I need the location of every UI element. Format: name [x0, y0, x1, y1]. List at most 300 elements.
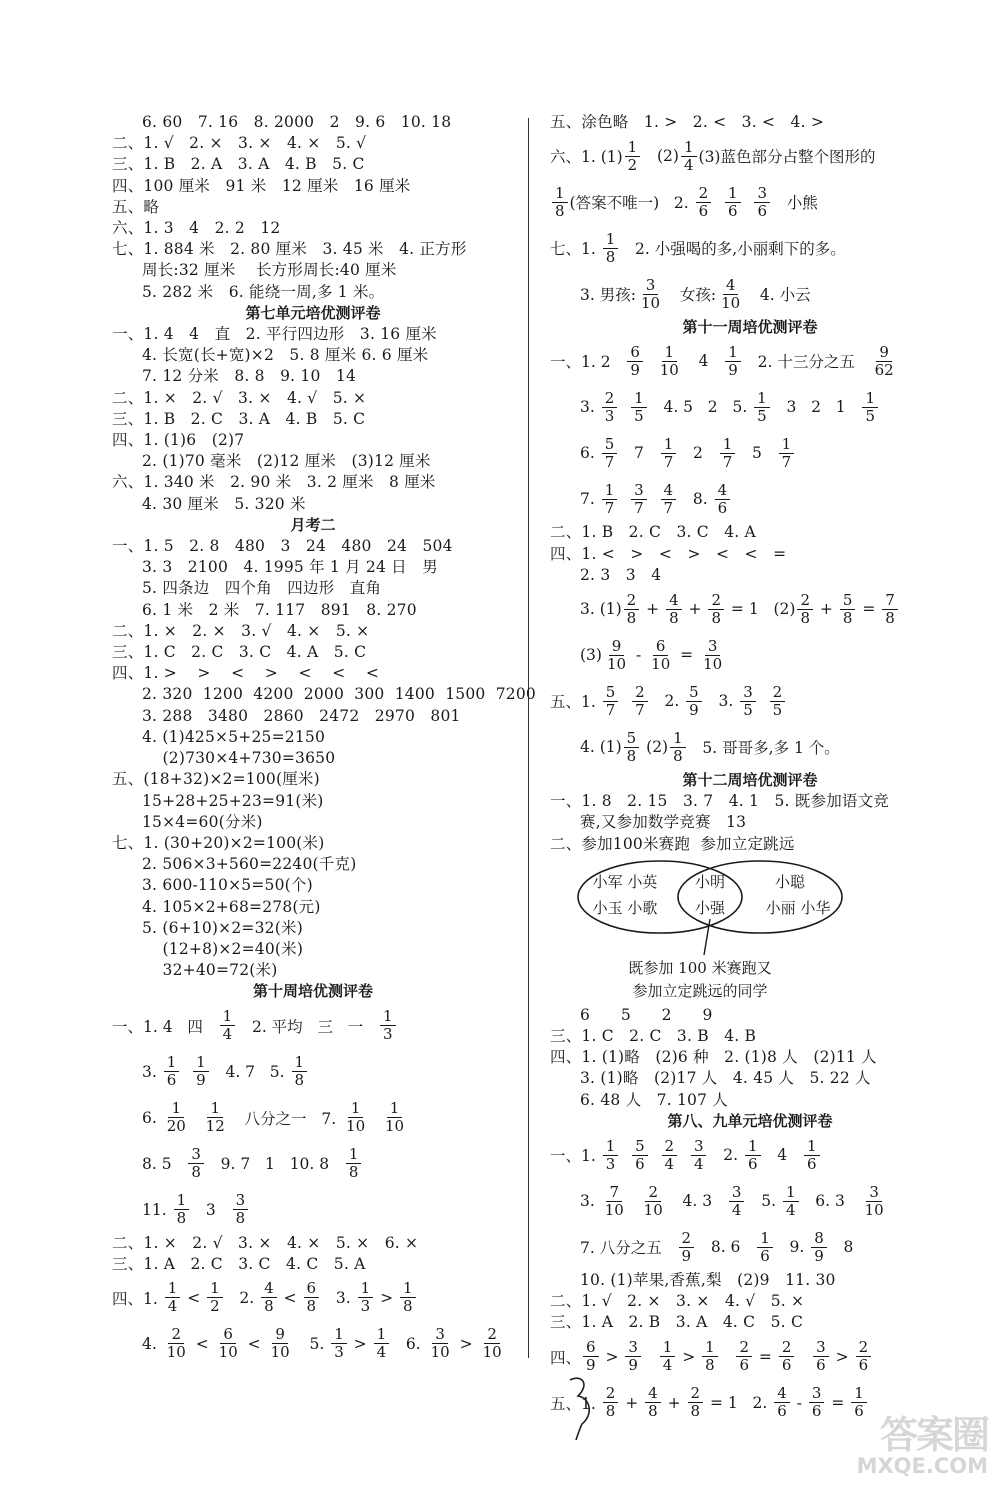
- fraction: [188, 1146, 204, 1181]
- fraction-denominator: 5: [757, 406, 767, 425]
- answer-line-fractions: [550, 586, 950, 632]
- answer-line: 四、1. (1)6 (2)7: [112, 431, 245, 450]
- answer-line: 4. 30 厘米 5. 320 米: [142, 494, 306, 513]
- watermark-url: MXQE.COM: [856, 1454, 988, 1478]
- fraction-denominator: 7: [604, 498, 615, 517]
- fraction: [304, 1280, 320, 1315]
- fraction-denominator: 6: [806, 1154, 817, 1173]
- answer-text: 3.: [321, 1288, 356, 1307]
- answer-text: 8.: [678, 490, 713, 509]
- fraction-denominator: 6: [717, 498, 728, 517]
- fraction: [374, 1326, 390, 1361]
- fraction-numerator: 1: [603, 1138, 619, 1156]
- fraction-numerator: 3: [729, 1184, 745, 1202]
- answer-line: 三、1. C 2. C 3. C 4. A 5. C: [112, 643, 367, 662]
- fraction: [720, 436, 736, 471]
- answer-text: [191, 1109, 201, 1127]
- fraction-numerator: 4: [723, 277, 739, 295]
- fraction-numerator: 1: [374, 1326, 390, 1344]
- fraction: [686, 684, 702, 719]
- answer-line: 三、1. B 2. C 3. A 4. B 5. C: [112, 409, 366, 428]
- answer-line: 2. 320 1200 4200 2000 300 1400 1500 7200: [142, 685, 536, 704]
- fraction: [603, 684, 619, 719]
- fraction-numerator: 1: [625, 139, 641, 157]
- answer-text: 2. 平均 三 一: [237, 1017, 379, 1036]
- fraction: [718, 277, 743, 312]
- fraction: [804, 1138, 820, 1173]
- answer-text: 8. 5: [142, 1154, 187, 1173]
- answer-text: 4. (1): [580, 738, 622, 757]
- fraction: [261, 1280, 277, 1315]
- fraction-denominator: 10: [482, 1343, 502, 1362]
- fraction-numerator: 1: [783, 1184, 799, 1202]
- answer-line-fractions: [112, 1049, 514, 1095]
- fraction-numerator: 1: [681, 139, 697, 157]
- left-column: [112, 112, 536, 1367]
- fraction-numerator: 5: [840, 592, 856, 610]
- answer-line: 10. (1)苹果,香蕉,梨 (2)9 11. 30: [580, 1271, 836, 1290]
- fraction-numerator: 1: [164, 1054, 180, 1072]
- answer-text: >: [348, 1334, 372, 1353]
- fraction-numerator: 7: [606, 1184, 622, 1202]
- section-heading: 月考二: [290, 515, 336, 534]
- fraction-denominator: 4: [222, 1025, 233, 1044]
- fraction-numerator: 3: [643, 277, 659, 295]
- fraction-numerator: 3: [740, 684, 756, 702]
- answer-text: 一、1. 4 四: [112, 1017, 218, 1036]
- fraction-denominator: 4: [376, 1343, 387, 1362]
- fraction: [679, 1230, 695, 1265]
- fraction-denominator: 3: [334, 1343, 344, 1362]
- fraction-numerator: 3: [705, 638, 721, 656]
- fraction: [779, 1339, 795, 1374]
- answer-text: 6.: [391, 1334, 426, 1353]
- fraction-denominator: 10: [643, 1200, 663, 1219]
- answer-line: 四、100 厘米 91 米 12 厘米 16 厘米: [112, 176, 411, 195]
- fraction-numerator: 3: [691, 1138, 707, 1156]
- answer-line-fractions: [550, 271, 950, 317]
- fraction-denominator: 10: [166, 1343, 186, 1362]
- fraction-denominator: 6: [166, 1071, 177, 1090]
- fraction: [770, 684, 786, 719]
- answer-text: =: [754, 1347, 777, 1366]
- fraction-denominator: 8: [306, 1297, 317, 1316]
- fraction: [603, 231, 619, 266]
- answer-line-fractions: [550, 338, 950, 384]
- answer-text: 四、1.: [112, 1289, 163, 1308]
- fraction-numerator: 1: [292, 1054, 308, 1072]
- fraction: [745, 1138, 761, 1173]
- answer-line: 6. 1 米 2 米 7. 117 891 8. 270: [142, 600, 417, 619]
- answer-line: (12+8)×2=40(米): [142, 939, 304, 958]
- fraction-denominator: 10: [651, 654, 671, 673]
- fraction: [862, 1184, 887, 1219]
- answer-text: 2. 小强喝的多,小丽剩下的多。: [620, 240, 846, 259]
- answer-line-fractions: [112, 1141, 514, 1187]
- fraction-denominator: 10: [430, 1343, 450, 1362]
- fraction-numerator: 1: [754, 390, 770, 408]
- fraction: [725, 185, 741, 220]
- answer-text: (3): [580, 646, 602, 665]
- answer-text: 8: [828, 1238, 854, 1257]
- fraction: [774, 1385, 790, 1420]
- answer-line: 3. 600-110×5=50(个): [142, 876, 313, 895]
- fraction-denominator: 10: [721, 293, 741, 312]
- fraction-numerator: 3: [866, 1184, 882, 1202]
- answer-line: 二、1. × 2. × 3. √ 4. × 5. ×: [112, 621, 370, 640]
- fraction-denominator: 8: [885, 608, 895, 627]
- answer-line-fractions: [550, 724, 950, 770]
- fraction: [661, 482, 677, 517]
- answer-line-fractions: [550, 430, 950, 476]
- venn-diagram: [550, 855, 950, 1005]
- fraction: [624, 592, 640, 627]
- fraction: [840, 592, 856, 627]
- column-divider: [528, 118, 529, 1358]
- fraction-numerator: 4: [261, 1280, 277, 1298]
- watermark-logo: [842, 1404, 992, 1490]
- fraction-numerator: 2: [708, 592, 724, 610]
- answer-text: 4: [762, 1146, 802, 1165]
- answer-text: 八分之一 7.: [229, 1109, 342, 1128]
- handwritten-page-mark: [560, 1372, 600, 1442]
- fraction: [602, 1184, 627, 1219]
- answer-text: 2.: [708, 1146, 743, 1165]
- fraction-numerator: 3: [233, 1192, 249, 1210]
- fraction: [754, 390, 770, 425]
- venn-caption: 既参加 100 米赛跑又: [628, 958, 772, 977]
- fraction-denominator: 8: [605, 247, 616, 266]
- fraction-denominator: 10: [640, 293, 661, 312]
- fraction: [292, 1054, 308, 1089]
- answer-text: <: [242, 1334, 266, 1353]
- answer-text: 3.: [142, 1062, 162, 1081]
- fraction-denominator: 4: [693, 1154, 704, 1173]
- fraction: [645, 1385, 661, 1420]
- fraction: [164, 1326, 189, 1361]
- answer-line: 5. 四条边 四个角 四边形 直角: [142, 579, 382, 598]
- fraction-numerator: 1: [220, 1008, 236, 1026]
- answer-text: [796, 1348, 811, 1366]
- fraction: [729, 1184, 745, 1219]
- fraction-denominator: 8: [690, 1402, 701, 1421]
- fraction: [691, 1138, 707, 1173]
- fraction-denominator: 10: [659, 360, 679, 379]
- venn-overlap-names: 小明: [694, 872, 726, 891]
- fraction-numerator: 2: [662, 1138, 678, 1156]
- answer-text: 6. 3: [800, 1192, 860, 1211]
- answer-text: = 1 2.: [705, 1393, 773, 1412]
- fraction-numerator: 7: [882, 592, 898, 610]
- answer-text: =: [857, 600, 881, 619]
- answer-line: 2. 506×3+560=2240(千克): [142, 855, 357, 874]
- fraction-numerator: 2: [797, 592, 813, 610]
- answer-line: 5. 282 米 6. 能绕一周,多 1 米。: [142, 282, 385, 301]
- fraction-numerator: 2: [856, 1339, 872, 1357]
- fraction: [631, 482, 647, 517]
- fraction: [740, 684, 756, 719]
- fraction: [813, 1339, 829, 1374]
- fraction: [856, 1339, 872, 1374]
- fraction-numerator: 1: [346, 1146, 362, 1164]
- fraction-denominator: 10: [604, 1200, 624, 1219]
- fraction-denominator: 5: [634, 406, 644, 425]
- fraction: [657, 344, 682, 379]
- answer-text: 2. 十三分之五: [742, 353, 870, 372]
- fraction-numerator: 1: [348, 1100, 364, 1118]
- fraction: [174, 1192, 190, 1227]
- fraction-denominator: 9: [814, 1246, 824, 1265]
- fraction-denominator: 12: [205, 1117, 225, 1136]
- fraction: [631, 390, 647, 425]
- answer-line: 三、1. B 2. A 3. A 4. B 5. C: [112, 155, 365, 174]
- fraction: [696, 185, 712, 220]
- fraction: [165, 1280, 181, 1315]
- fraction-numerator: 5: [602, 436, 618, 454]
- answer-line: 二、参加100米赛跑 参加立定跳远: [550, 834, 795, 853]
- fraction-numerator: 9: [876, 344, 892, 362]
- venn-ellipse-running: [578, 861, 742, 933]
- answer-text: [650, 1146, 660, 1164]
- fraction-denominator: 8: [626, 608, 637, 627]
- answer-text: 6.: [580, 444, 600, 463]
- answer-text: [620, 1146, 630, 1164]
- fraction-numerator: 5: [603, 684, 619, 702]
- venn-caption: 参加立定跳远的同学: [632, 981, 768, 1000]
- fraction: [343, 1100, 368, 1135]
- fraction-denominator: 7: [635, 700, 645, 719]
- fraction-numerator: 1: [631, 390, 647, 408]
- answer-text: 4. 3: [667, 1192, 727, 1211]
- answer-line-fractions: [550, 1334, 950, 1380]
- answer-text: 小熊: [772, 194, 818, 213]
- answer-text: 一、1.: [550, 1147, 601, 1166]
- answer-line: 4. (1)425×5+25=2150: [142, 727, 326, 746]
- fraction-denominator: 7: [663, 452, 674, 471]
- right-column: [550, 112, 950, 1426]
- fraction-denominator: 10: [346, 1117, 366, 1136]
- answer-line: 三、1. C 2. C 3. B 4. B: [550, 1027, 757, 1046]
- answer-line: 一、1. 8 2. 15 3. 7 4. 1 5. 既参加语文竞: [550, 792, 890, 811]
- fraction: [811, 1230, 827, 1265]
- fraction-numerator: 1: [670, 730, 686, 748]
- fraction-denominator: 4: [683, 155, 694, 174]
- fraction-denominator: 3: [383, 1025, 393, 1044]
- answer-line: 七、1. 884 米 2. 80 厘米 3. 45 米 4. 正方形: [112, 240, 467, 259]
- fraction-numerator: 1: [725, 344, 741, 362]
- fraction-denominator: 2: [210, 1297, 220, 1316]
- answer-line: 6. 60 7. 16 8. 2000 2 9. 6 10. 18: [142, 113, 452, 131]
- answer-line: 一、1. 4 4 直 2. 平行四边形 3. 16 厘米: [112, 325, 437, 344]
- fraction-numerator: 1: [387, 1100, 403, 1118]
- answer-line: 二、1. √ 2. × 3. × 4. √ 5. ×: [550, 1292, 805, 1311]
- fraction-denominator: 8: [711, 608, 721, 627]
- fraction-denominator: 7: [605, 700, 616, 719]
- fraction-denominator: 4: [167, 1297, 178, 1316]
- fraction: [220, 1008, 236, 1043]
- fraction: [164, 1054, 180, 1089]
- fraction-numerator: 3: [432, 1326, 448, 1344]
- answer-text: +: [641, 600, 665, 619]
- answer-line: 六、1. 340 米 2. 90 米 3. 2 厘米 8 厘米: [112, 473, 436, 492]
- answer-text: [619, 490, 629, 508]
- fraction: [268, 1326, 293, 1361]
- answer-text: <: [182, 1288, 206, 1307]
- fraction-numerator: 3: [188, 1146, 204, 1164]
- fraction-numerator: 1: [552, 185, 568, 203]
- fraction: [736, 1339, 752, 1374]
- fraction-numerator: 6: [220, 1326, 236, 1344]
- answer-text: 7: [619, 444, 659, 463]
- answer-text: 3.: [703, 692, 739, 711]
- fraction: [688, 1385, 704, 1420]
- answer-line: 赛,又参加数学竞赛 13: [580, 813, 747, 832]
- fraction-denominator: 8: [800, 608, 810, 627]
- answer-text: >: [830, 1347, 854, 1366]
- answer-line-fractions: [112, 1275, 514, 1321]
- answer-text: [743, 193, 753, 211]
- answer-line: 5. (6+10)×2=32(米): [142, 918, 303, 937]
- answer-text: +: [620, 1393, 644, 1412]
- answer-text: (2): [641, 738, 669, 757]
- answer-line: 周长:32 厘米 长方形周长:40 厘米: [142, 261, 397, 280]
- fraction-denominator: 9: [586, 1356, 596, 1375]
- fraction-numerator: 2: [696, 185, 712, 203]
- answer-line: 6. 48 人 7. 107 人: [580, 1090, 728, 1109]
- answer-line: 五、涂色略 1. > 2. < 3. < 4. >: [550, 113, 825, 131]
- fraction-denominator: 7: [663, 498, 674, 517]
- answer-line: 15+28+25+23=91(米): [142, 791, 324, 810]
- answer-text: 3. (1): [580, 600, 622, 619]
- answer-line-fractions: [550, 632, 950, 678]
- answer-text: 3. 男孩:: [580, 286, 636, 305]
- section-heading: 第十周培优测评卷: [252, 982, 373, 1001]
- fraction: [603, 1138, 619, 1173]
- fraction-numerator: 2: [602, 390, 618, 408]
- fraction-denominator: 6: [816, 1356, 826, 1375]
- answer-text: [649, 490, 659, 508]
- fraction-denominator: 8: [402, 1297, 413, 1316]
- answer-line: 6 5 2 9: [580, 1005, 713, 1024]
- fraction-numerator: 1: [331, 1326, 347, 1344]
- fraction-numerator: 6: [304, 1280, 320, 1298]
- answer-text: 3.: [580, 1192, 600, 1211]
- fraction-numerator: 5: [624, 730, 640, 748]
- fraction-denominator: 8: [348, 1163, 359, 1182]
- fraction-numerator: 1: [804, 1138, 820, 1156]
- fraction-denominator: 6: [760, 1246, 770, 1265]
- answer-line: 2. 3 3 4: [580, 565, 662, 584]
- answer-line: 五、(18+32)×2=100(厘米): [112, 770, 320, 789]
- fraction: [346, 1146, 362, 1181]
- fraction-denominator: 8: [648, 1402, 658, 1421]
- fraction-denominator: 4: [731, 1200, 742, 1219]
- answer-text: [758, 692, 768, 710]
- answer-line: 3. 3 2100 4. 1995 年 1 月 24 日 男: [142, 558, 438, 577]
- fraction: [797, 592, 813, 627]
- answer-text: <: [278, 1288, 302, 1307]
- fraction-numerator: 1: [661, 436, 677, 454]
- answer-line-fractions: [550, 384, 950, 430]
- fraction: [632, 684, 648, 719]
- fraction: [754, 185, 770, 220]
- answer-text: 4. 7 5.: [210, 1062, 290, 1081]
- fraction-denominator: 6: [698, 201, 709, 220]
- answer-line: 二、1. × 2. √ 3. × 4. × 5. × 6. ×: [112, 1233, 419, 1252]
- fraction: [809, 1385, 825, 1420]
- fraction: [648, 638, 673, 673]
- fraction-denominator: 7: [634, 498, 644, 517]
- fraction-numerator: 2: [679, 1230, 695, 1248]
- answer-text: (答案不唯一) 2.: [569, 194, 694, 213]
- fraction: [625, 1339, 641, 1374]
- answer-text: +: [683, 600, 707, 619]
- answer-text: (2): [642, 147, 679, 166]
- answer-text: >: [600, 1347, 624, 1366]
- answer-line-fractions: [112, 1095, 514, 1141]
- fraction: [681, 139, 697, 174]
- fraction-denominator: 8: [842, 608, 853, 627]
- watermark-logo-text: 答案圈: [879, 1413, 988, 1457]
- fraction-numerator: 1: [207, 1100, 223, 1118]
- fraction-denominator: 8: [176, 1209, 187, 1228]
- fraction: [715, 482, 731, 517]
- section-heading: 第十一周培优测评卷: [682, 318, 818, 337]
- fraction: [382, 1100, 407, 1135]
- fraction-denominator: 8: [605, 1402, 616, 1421]
- answer-line: 四、1. (1)略 (2)6 种 2. (1)8 人 (2)11 人: [550, 1048, 877, 1067]
- answer-text: 2.: [224, 1288, 260, 1307]
- fraction: [602, 436, 618, 471]
- fraction: [552, 185, 568, 220]
- fraction: [380, 1008, 396, 1043]
- fraction-denominator: 7: [781, 452, 792, 471]
- section-heading: 第七单元培优测评卷: [245, 303, 381, 322]
- fraction: [872, 344, 897, 379]
- answer-text: -: [631, 646, 647, 665]
- answer-line: 三、1. A 2. B 3. A 4. C 5. C: [550, 1313, 803, 1332]
- fraction: [779, 436, 795, 471]
- answer-text: 七、1.: [550, 240, 601, 259]
- fraction: [624, 730, 640, 765]
- answer-text: >: [454, 1334, 478, 1353]
- answer-text: = 1 (2): [726, 600, 796, 619]
- answer-text: 5.: [746, 1192, 781, 1211]
- fraction-numerator: 1: [193, 1054, 209, 1072]
- fraction-numerator: 1: [757, 1230, 773, 1248]
- fraction-numerator: 4: [774, 1385, 790, 1403]
- fraction: [331, 1326, 347, 1361]
- fraction-numerator: 3: [754, 185, 770, 203]
- fraction-numerator: 1: [720, 436, 736, 454]
- fraction: [660, 1339, 676, 1374]
- fraction: [757, 1230, 773, 1265]
- venn-left-names: 小玉 小歌: [592, 898, 658, 917]
- answer-text: 5.: [294, 1334, 330, 1353]
- fraction-numerator: 4: [715, 482, 731, 500]
- fraction-denominator: 6: [757, 201, 767, 220]
- fraction-numerator: 1: [662, 344, 678, 362]
- answer-text: 9.: [774, 1238, 810, 1257]
- venn-svg: [550, 855, 950, 1005]
- fraction-numerator: 1: [165, 1280, 181, 1298]
- fraction: [666, 592, 682, 627]
- fraction-denominator: 10: [218, 1343, 238, 1362]
- fraction: [480, 1326, 505, 1361]
- fraction: [583, 1339, 599, 1374]
- fraction-denominator: 5: [865, 406, 875, 425]
- fraction-denominator: 2: [627, 155, 638, 174]
